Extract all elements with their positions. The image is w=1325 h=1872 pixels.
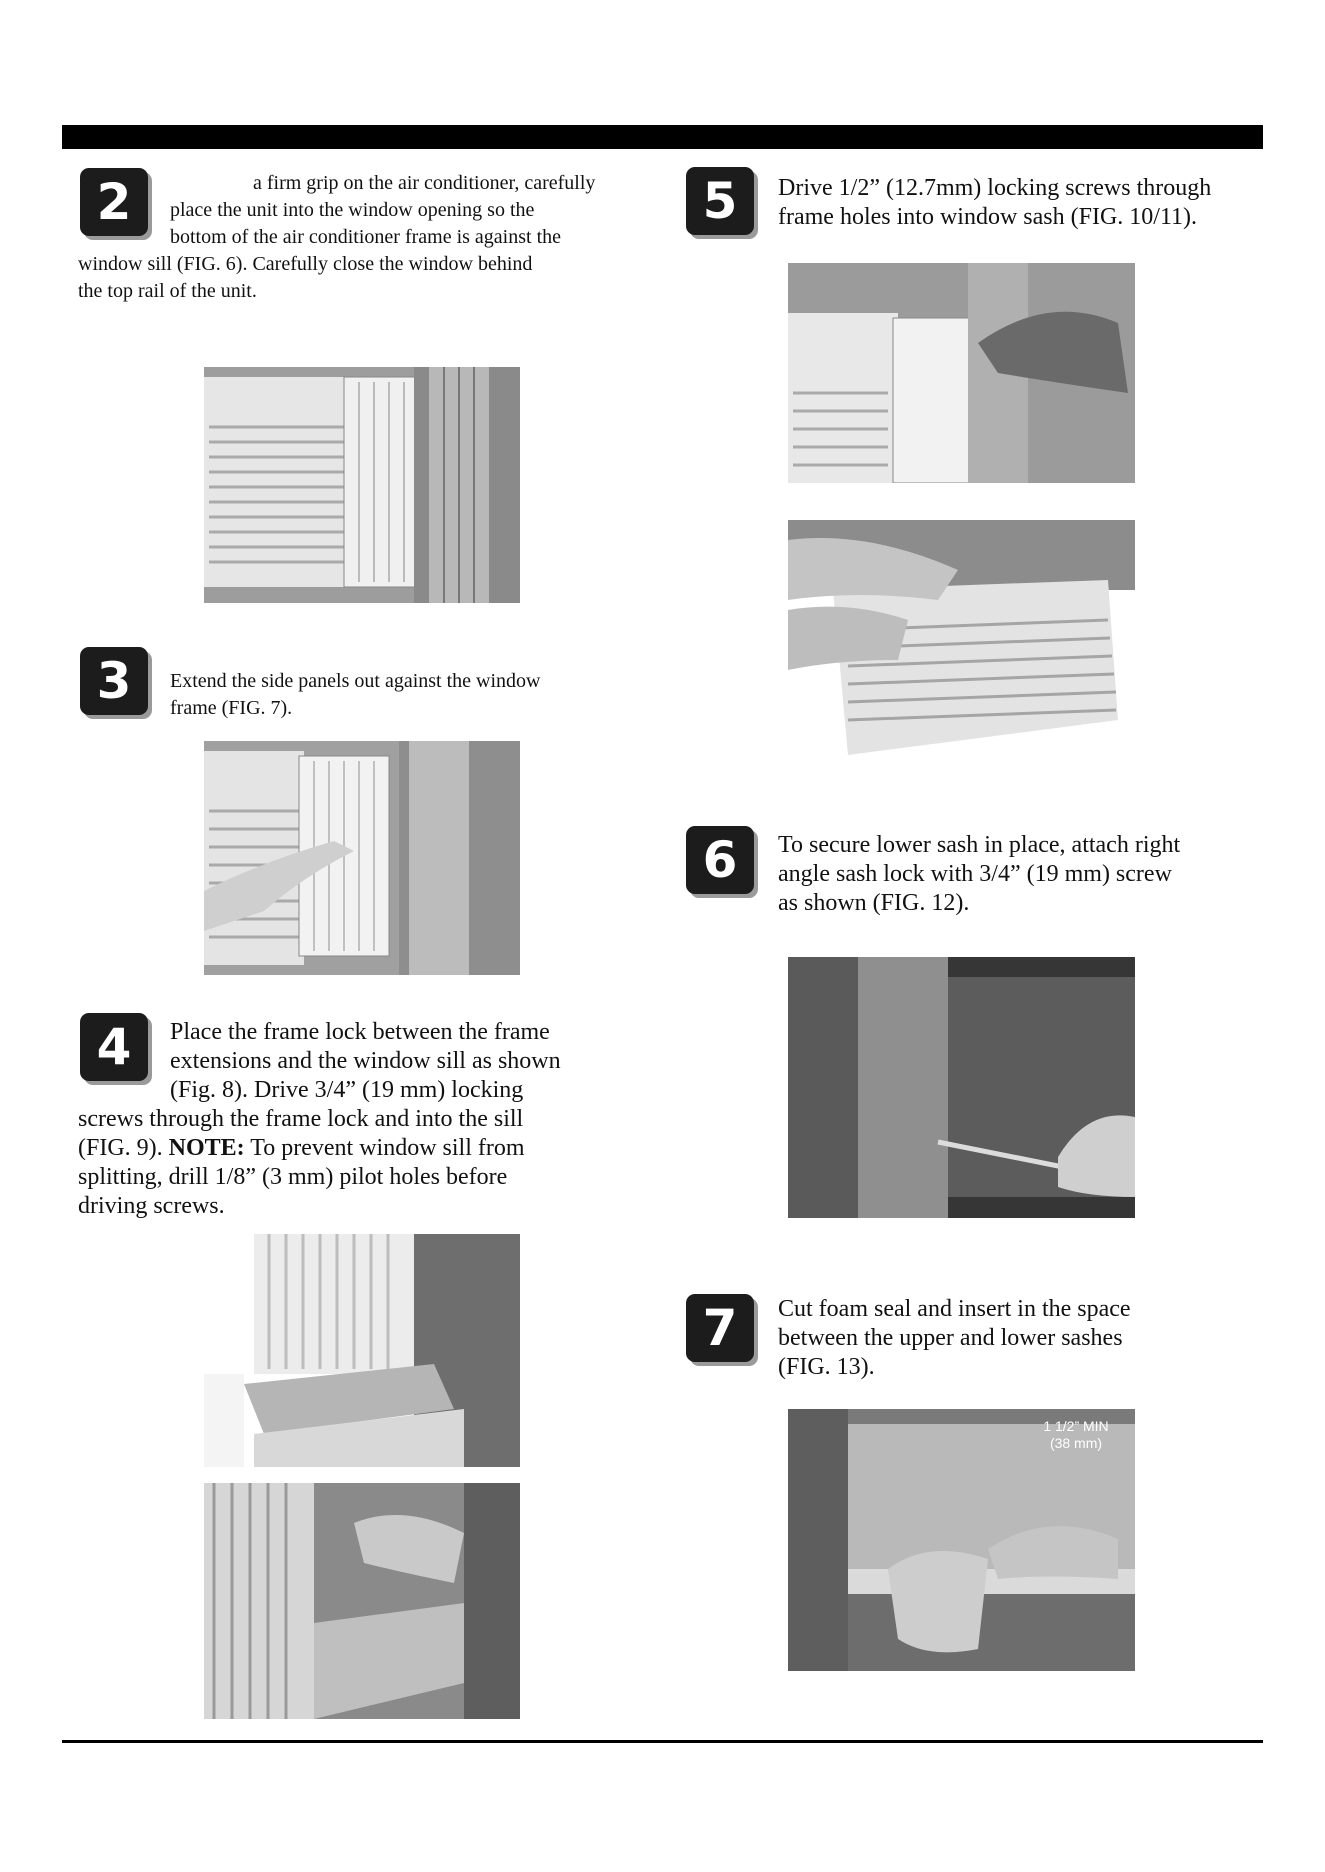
fig6-photo: [204, 367, 520, 603]
step-3-badge: 3: [80, 647, 148, 715]
step-7-badge: 7: [686, 1294, 754, 1362]
step-6-text: To secure lower sash in place, attach right angle sash lock with 3/4” (19 mm) screw as shown (FIG. 12).: [778, 832, 1181, 916]
step-2-badge: 2: [80, 168, 148, 236]
fig11-photo: [788, 520, 1135, 768]
step-4-text: Place the frame lock between the frame extensions and the window sill as shown (Fig. 8). Drive 3/4” (19 mm) locking screws through the frame lock and into the sill (FIG. 9). NOTE: To prevent window sill from splitting, drill 1/8” (3 mm) pilot holes before driving screws.: [78, 1019, 561, 1219]
step-7-text: Cut foam seal and insert in the space between the upper and lower sashes (FIG. 13).: [778, 1296, 1131, 1380]
fig9-photo: [204, 1483, 520, 1719]
step-5-badge: 5: [686, 167, 754, 235]
step-2-text: a firm grip on the air conditioner, carefully place the unit into the window opening so the bottom of the air conditioner frame is against the window sill (FIG. 6). Carefully close the window behind the top rail of the unit.: [78, 172, 596, 302]
note-label: NOTE:: [168, 1135, 245, 1161]
fig12-photo: [788, 957, 1135, 1218]
fig8-photo: [204, 1234, 520, 1467]
header-bar: [62, 125, 1263, 149]
fig7-photo: [204, 741, 520, 975]
step-5-text: Drive 1/2” (12.7mm) locking screws through frame holes into window sash (FIG. 10/11).: [778, 175, 1212, 230]
step-6-badge: 6: [686, 826, 754, 894]
step-3-text: Extend the side panels out against the window frame (FIG. 7).: [170, 670, 541, 719]
fig10-photo: [788, 263, 1135, 483]
footer-rule: [62, 1740, 1263, 1743]
fig13-annotation: 1 1/2” MIN (38 mm): [1043, 1418, 1109, 1451]
step-4-badge: 4: [80, 1013, 148, 1081]
